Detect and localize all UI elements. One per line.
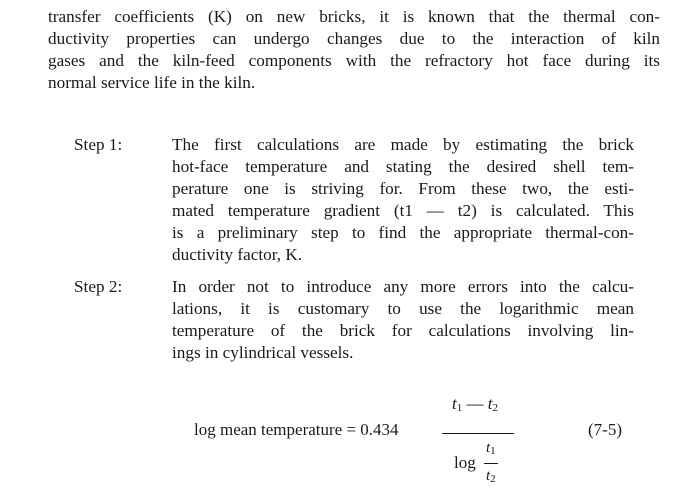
equation-7-5	[0, 390, 694, 498]
step-body	[172, 134, 634, 266]
step-label: Step 1:	[74, 135, 123, 154]
step-line: hot-face temperature and stating the desired shell tem-	[172, 157, 634, 176]
step-label: Step 2:	[74, 277, 123, 296]
intro-paragraph	[48, 6, 660, 94]
t2-symbol: t	[487, 394, 493, 413]
inner-t1-subscript: 1	[490, 445, 496, 457]
inner-t1-symbol: t	[486, 440, 491, 456]
step-line: The first calculations are made by estimating the brick	[172, 135, 634, 154]
equation-number: (7-5)	[588, 420, 622, 439]
step-line: temperature of the brick for calculations involving lin-	[172, 321, 634, 340]
step-body	[172, 276, 634, 364]
fraction-bar	[442, 433, 514, 434]
log-operator: log	[454, 453, 476, 472]
t1-subscript: 1	[456, 402, 463, 414]
step-line: mated temperature gradient (t1 — t2) is calculated. This	[172, 201, 634, 220]
step-line: perature one is striving for. From these two, the esti-	[172, 179, 634, 198]
intro-line: normal service life in the kiln.	[48, 73, 256, 92]
step-line: is a preliminary step to find the appropriate thermal-con-	[172, 223, 634, 242]
step-line: ings in cylindrical vessels.	[172, 343, 354, 362]
t1-symbol: t	[452, 394, 457, 413]
intro-line: transfer coefficients (K) on new bricks, it is known that the thermal con-	[48, 7, 660, 26]
equation-lhs: log mean temperature = 0.434	[194, 420, 399, 439]
step-line: ductivity factor, K.	[172, 245, 303, 264]
inner-fraction-bar	[484, 463, 498, 464]
t2-subscript: 2	[492, 402, 498, 414]
inner-numerator	[486, 440, 496, 457]
intro-line: gases and the kiln-feed components with the refractory hot face during its	[48, 51, 660, 70]
intro-line: ductivity properties can undergo changes due to the interaction of kiln	[48, 29, 660, 48]
step-line: In order not to introduce any more errors into the calcu-	[172, 277, 634, 296]
inner-t2-subscript: 2	[490, 473, 496, 485]
step-line: lations, it is customary to use the logarithmic mean	[172, 299, 634, 318]
inner-denominator	[486, 468, 496, 485]
minus-dash: —	[462, 394, 488, 413]
equation-numerator	[452, 394, 498, 414]
inner-t2-symbol: t	[486, 468, 491, 484]
